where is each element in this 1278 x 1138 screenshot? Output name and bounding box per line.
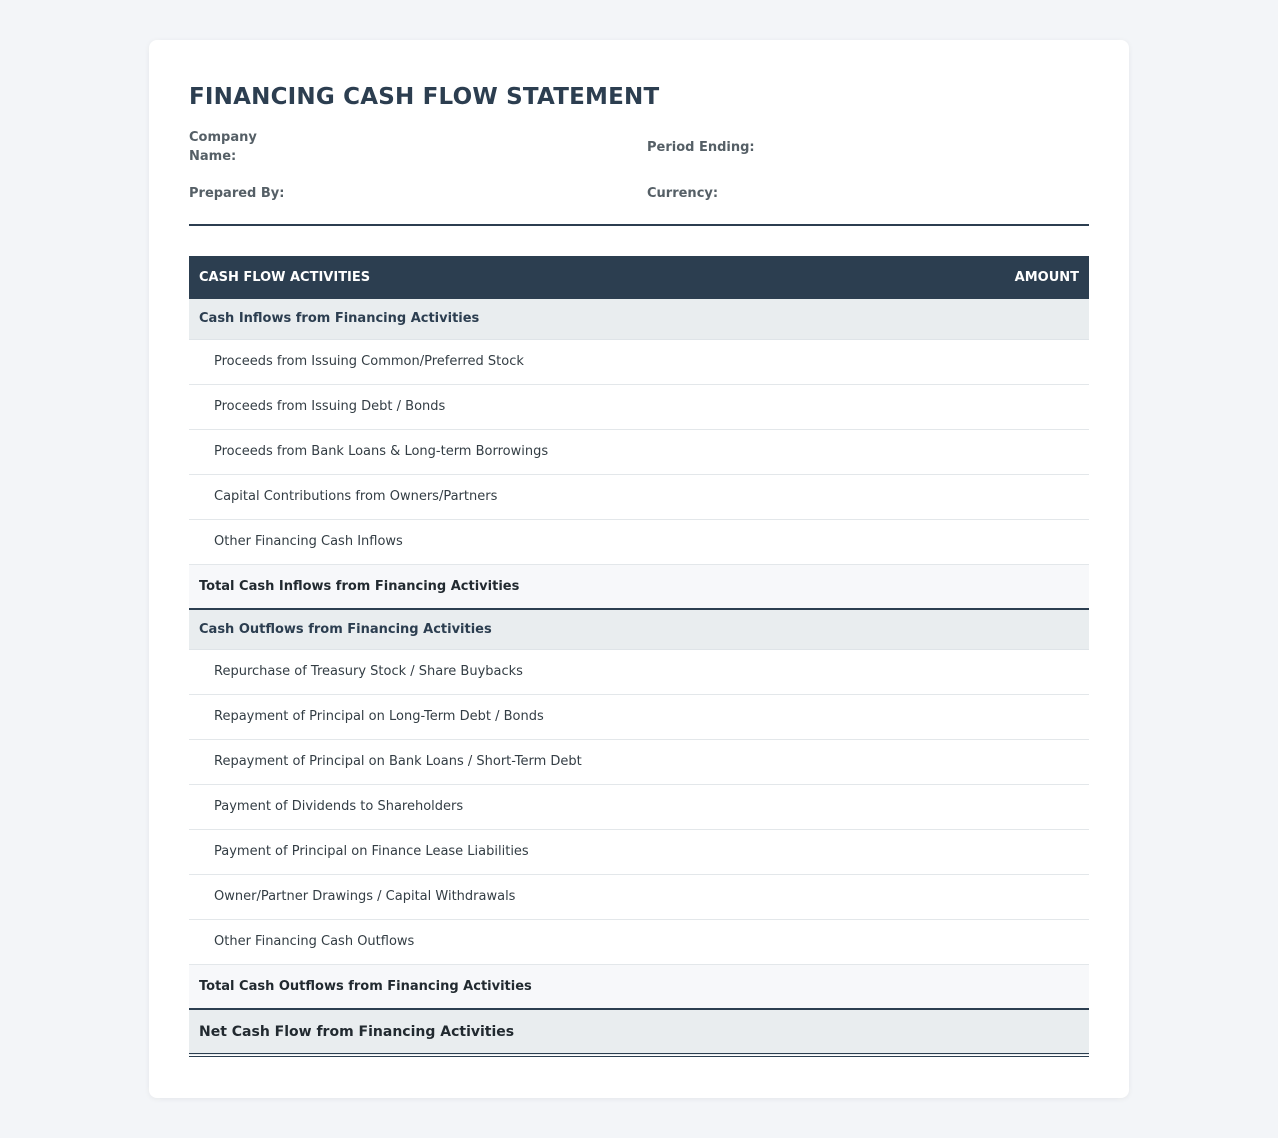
activities-column-header: CASH FLOW ACTIVITIES: [199, 270, 371, 285]
inflows-section-heading: Cash Inflows from Financing Activities: [189, 299, 1089, 339]
outflows-total-amount: [889, 964, 1089, 1009]
row-label: Payment of Dividends to Shareholders: [189, 784, 889, 829]
page-title: FINANCING CASH FLOW STATEMENT: [189, 84, 660, 110]
inflows-total-amount: [889, 564, 1089, 609]
row-label: Other Financing Cash Outflows: [189, 919, 889, 964]
row-amount-cell[interactable]: [889, 874, 1089, 919]
table-row: [189, 694, 1089, 739]
row-amount-cell[interactable]: [889, 429, 1089, 474]
header-divider: [189, 224, 1089, 226]
cash-flow-table: [189, 256, 1089, 1057]
row-amount-cell[interactable]: [889, 519, 1089, 564]
row-label: Repurchase of Treasury Stock / Share Buybacks: [189, 649, 889, 694]
net-cash-flow-row: [189, 1009, 1089, 1055]
row-amount-cell[interactable]: [889, 649, 1089, 694]
row-label: Repayment of Principal on Bank Loans / Short-Term Debt: [189, 739, 889, 784]
row-label: Repayment of Principal on Long-Term Debt / Bonds: [189, 694, 889, 739]
row-label: Capital Contributions from Owners/Partners: [189, 474, 889, 519]
row-amount-cell[interactable]: [889, 784, 1089, 829]
table-row: [189, 384, 1089, 429]
currency-label: Currency:: [647, 186, 719, 201]
table-row: [189, 919, 1089, 964]
table-row: [189, 519, 1089, 564]
table-row: [189, 339, 1089, 384]
table-row: [189, 429, 1089, 474]
outflows-total-label: Total Cash Outflows from Financing Activities: [189, 964, 889, 1009]
inflows-total-row: [189, 564, 1089, 609]
row-amount-cell[interactable]: [889, 384, 1089, 429]
table-row: [189, 474, 1089, 519]
row-label: Proceeds from Issuing Common/Preferred Stock: [189, 339, 889, 384]
row-amount-cell[interactable]: [889, 694, 1089, 739]
table-row: [189, 784, 1089, 829]
statement-card: [149, 40, 1129, 1098]
table-row: [189, 829, 1089, 874]
outflows-section-row: [189, 609, 1089, 649]
row-label: Proceeds from Bank Loans & Long-term Borrowings: [189, 429, 889, 474]
net-cash-flow-amount: [889, 1009, 1089, 1055]
table-row: [189, 649, 1089, 694]
table-row: [189, 739, 1089, 784]
row-label: Other Financing Cash Inflows: [189, 519, 889, 564]
table-row: [189, 874, 1089, 919]
row-label: Owner/Partner Drawings / Capital Withdrawals: [189, 874, 889, 919]
outflows-total-row: [189, 964, 1089, 1009]
outflows-section-heading: Cash Outflows from Financing Activities: [189, 609, 1089, 649]
row-label: Payment of Principal on Finance Lease Liabilities: [189, 829, 889, 874]
table-header-row: [189, 256, 1089, 299]
row-amount-cell[interactable]: [889, 739, 1089, 784]
company-name-label: Company Name:: [189, 130, 257, 164]
net-cash-flow-label: Net Cash Flow from Financing Activities: [189, 1009, 889, 1055]
period-ending-label: Period Ending:: [647, 140, 755, 155]
row-amount-cell[interactable]: [889, 829, 1089, 874]
row-amount-cell[interactable]: [889, 339, 1089, 384]
row-amount-cell[interactable]: [889, 919, 1089, 964]
row-amount-cell[interactable]: [889, 474, 1089, 519]
amount-column-header: AMOUNT: [1014, 270, 1079, 285]
inflows-section-row: [189, 299, 1089, 339]
row-label: Proceeds from Issuing Debt / Bonds: [189, 384, 889, 429]
inflows-total-label: Total Cash Inflows from Financing Activities: [189, 564, 889, 609]
prepared-by-label: Prepared By:: [189, 186, 285, 201]
